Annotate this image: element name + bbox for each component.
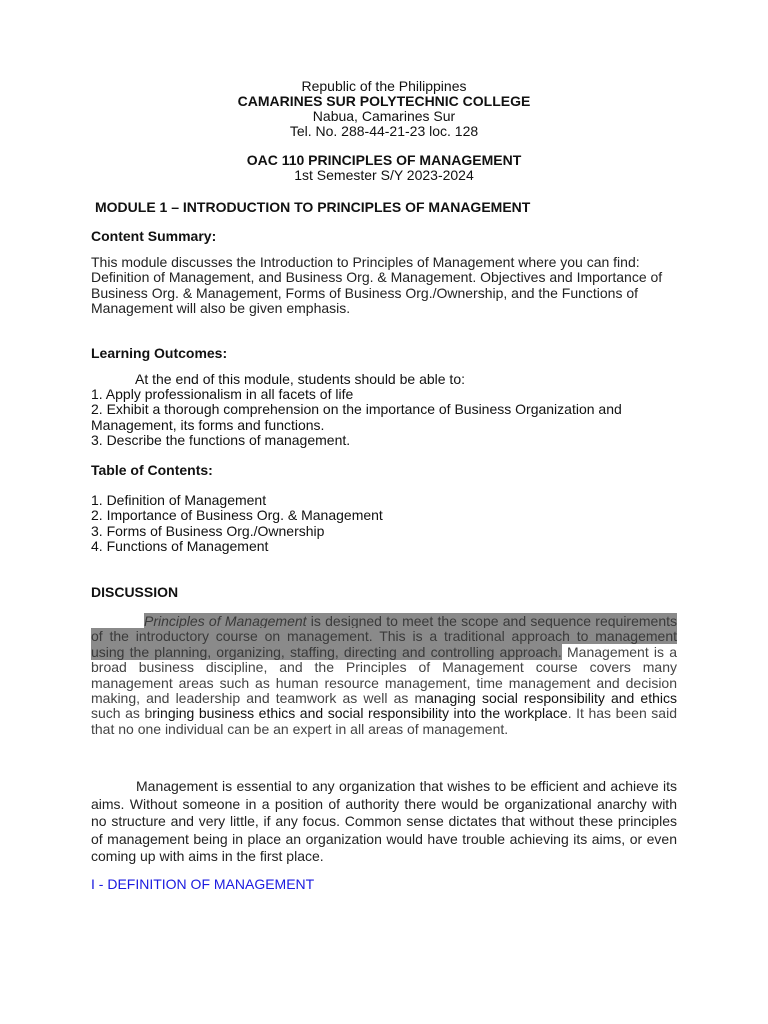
highlight-text: is designed to meet the scope and sequence requirements of the introductory course on management. This is a traditional approach to management using the planning, organizing, staffing, directing and controlling approach. bbox=[91, 613, 677, 660]
document-header bbox=[0, 79, 768, 139]
college-tel: Tel. No. 288-44-21-23 loc. 128 bbox=[289, 123, 479, 139]
toc-item: 4. Functions of Management bbox=[91, 538, 269, 555]
college-name: CAMARINES SUR POLYTECHNIC COLLEGE bbox=[237, 93, 531, 109]
discussion-paragraph-1 bbox=[91, 614, 677, 737]
outcome-item: 2. Exhibit a thorough comprehension on the importance of Business Organization and Management, its forms and functions. bbox=[91, 401, 622, 433]
semester-line: 1st Semester S/Y 2023-2024 bbox=[294, 167, 474, 183]
toc-item: 2. Importance of Business Org. & Management bbox=[91, 507, 383, 524]
paragraph-text-b: such as b bbox=[91, 705, 153, 722]
outcome-item: 1. Apply professionalism in all facets of life bbox=[91, 386, 354, 402]
outcome-item: 3. Describe the functions of management. bbox=[91, 432, 351, 449]
toc-list bbox=[91, 493, 383, 555]
toc-heading: Table of Contents: bbox=[91, 462, 213, 478]
section-heading-definition: I - DEFINITION OF MANAGEMENT bbox=[91, 876, 315, 892]
paragraph-dark-b: ringing business ethics and social responsibility into the workplace bbox=[152, 705, 568, 722]
learning-outcomes-heading: Learning Outcomes: bbox=[91, 345, 228, 361]
learning-outcomes-list bbox=[91, 387, 676, 449]
learning-outcomes-intro: At the end of this module, students should be able to: bbox=[135, 371, 465, 387]
republic-line: Republic of the Philippines bbox=[301, 78, 467, 94]
discussion-paragraph-2: Management is essential to any organization that wishes to be efficient and achieve its aims. Without someone in a position of authority there would be organizational anarchy with no structure and very little, if any focus. Common sense dictates that without these principles of management being in place an organization would have trouble achieving its aims, or even coming up with aims in the first place. bbox=[91, 778, 677, 864]
course-header bbox=[0, 153, 768, 183]
college-address: Nabua, Camarines Sur bbox=[312, 108, 456, 124]
content-summary-text: This module discusses the Introduction to Principles of Management where you can find: Definition of Management, and Business Org. & Management. Objectives and Importance of Business Org. & Management, Forms of Business Org./Ownership, and the Functions of Management will also be given emphasis. bbox=[91, 254, 663, 317]
toc-item: 3. Forms of Business Org./Ownership bbox=[91, 522, 325, 539]
toc-item: 1. Definition of Management bbox=[91, 492, 267, 508]
course-title: OAC 110 PRINCIPLES OF MANAGEMENT bbox=[246, 152, 522, 168]
paragraph-text-a: Management is a broad business discipline, and the Principles of Management course covers many management areas such as human resource management, time management and decision making, and leadership and teamwork as well as m bbox=[91, 643, 677, 707]
paragraph-dark-a: anaging social responsibility and ethics bbox=[426, 690, 677, 707]
paragraph-text-c: . It has been said that no one individual can be an expert in all areas of management. bbox=[91, 705, 677, 737]
content-summary-heading: Content Summary: bbox=[91, 228, 217, 244]
principles-italic: Principles of Management bbox=[144, 613, 307, 629]
module-title: MODULE 1 – INTRODUCTION TO PRINCIPLES OF MANAGEMENT bbox=[95, 199, 531, 215]
discussion-heading: DISCUSSION bbox=[91, 584, 179, 600]
